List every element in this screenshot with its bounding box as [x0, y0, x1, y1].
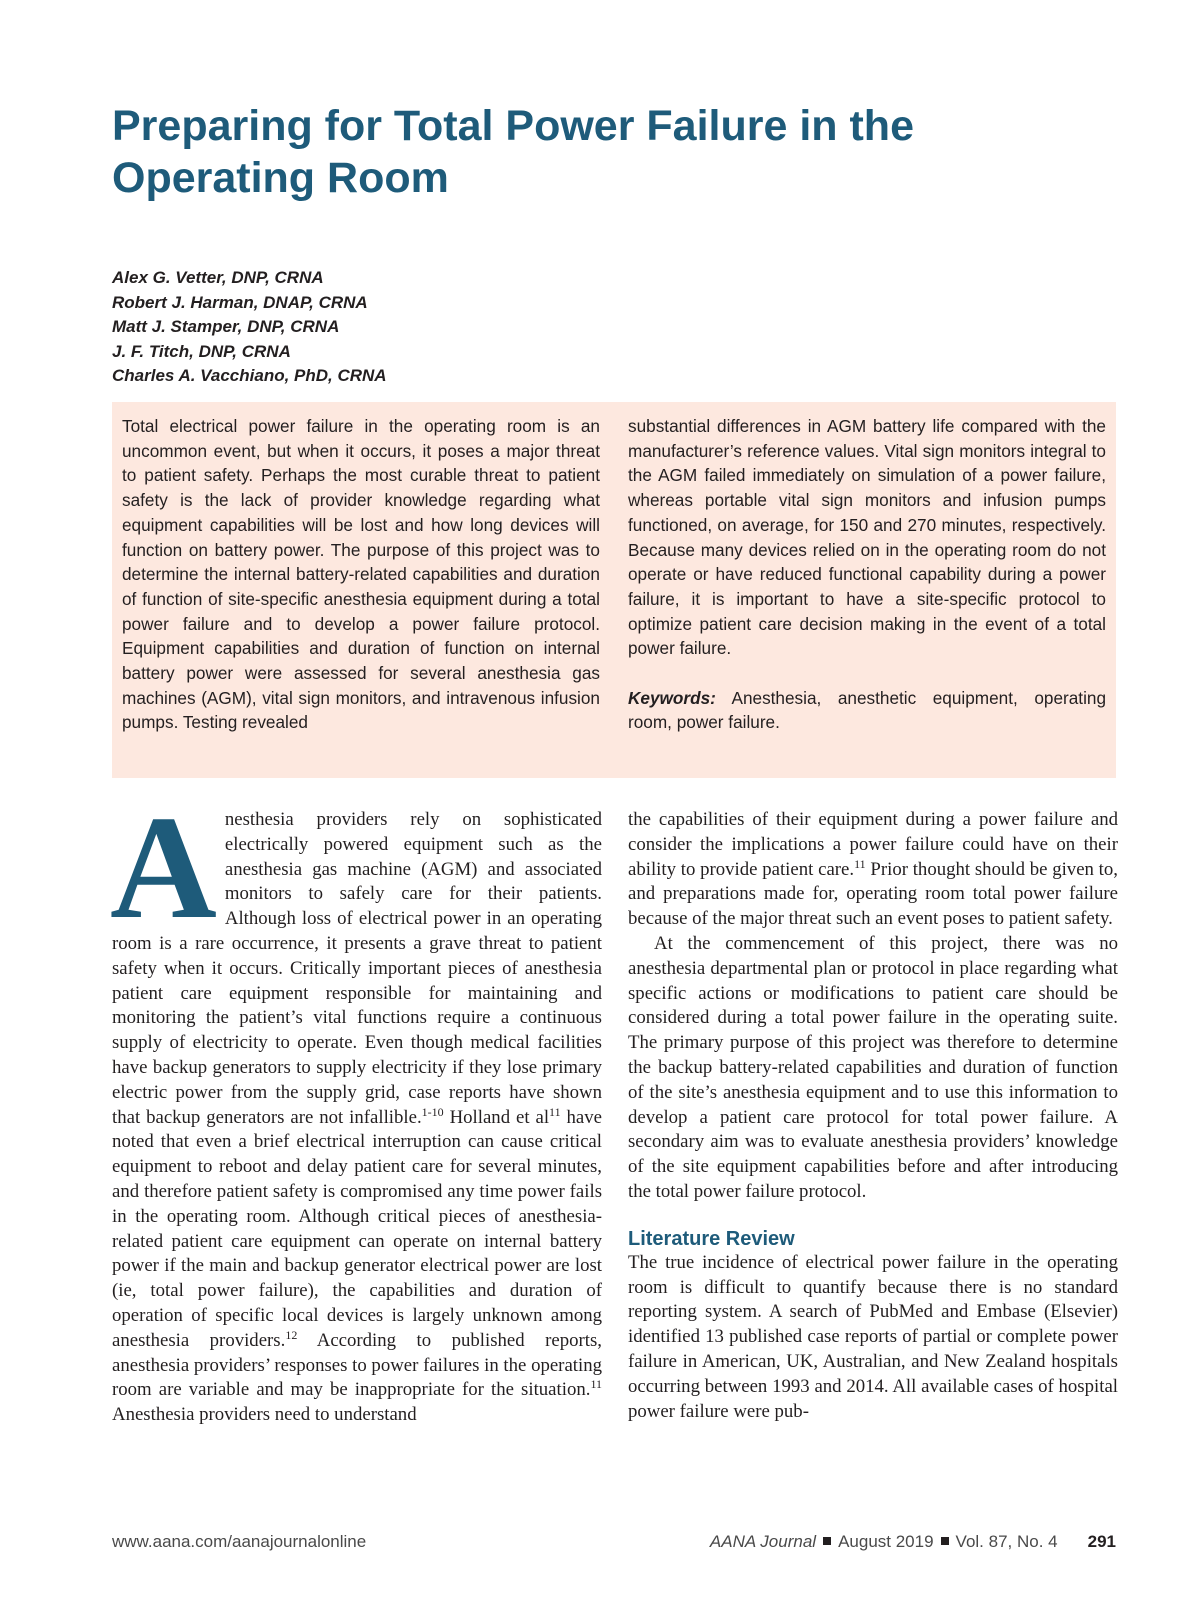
body-text: Anesthesia providers need to understand: [112, 1404, 417, 1426]
body-text: Prior thought should be given to, and preparations made for, operating room total power failure because of the major threat such an event poses to patient safety.: [628, 858, 1118, 930]
author: Charles A. Vacchiano, PhD, CRNA: [112, 366, 387, 385]
drop-cap: A: [110, 786, 217, 950]
author: J. F. Titch, DNP, CRNA: [112, 341, 291, 361]
body-paragraph: The true incidence of electrical power failure in the operating room is difficult to quantify because there is no standard reporting system. A search of PubMed and Embase (Elsevier) identified 13 published case reports of partial or complete power failure in American, UK, Australian, and New Zealand hospitals occurring between 1993 and 2014. All available cases of hospital power failure were pub-: [628, 1251, 1118, 1422]
body-paragraph: At the commencement of this project, there was no anesthesia departmental plan or protocol in place regarding what specific actions or modifications to patient care should be considered during a total power failure in the operating suite. The primary purpose of this project was therefore to determine the backup battery-related capabilities and duration of function of the site’s anesthesia equipment and to use this information to develop a patient care protocol for total power failure. A secondary aim was to evaluate anesthesia providers’ knowledge of the site equipment capabilities before and after introducing the total power failure protocol.: [628, 932, 1118, 1202]
abstract-text-left: Total electrical power failure in the operating room is an uncommon event, but when it occurs, it poses a major threat to patient safety. Perhaps the most curable threat to patient safety is the lack of provider knowledge regarding what equipment capabilities will be lost and how long devices will function on battery power. The purpose of this project was to determine the internal battery-related capabilities and duration of function of site-specific anesthesia equipment during a total power failure and to develop a power failure protocol. Equipment capabilities and duration of function on internal battery power were assessed for several anesthesia gas machines (AGM), vital sign monitors, and intravenous infusion pumps. Testing revealed: [122, 416, 600, 733]
footer-citation: [710, 1532, 1116, 1552]
author: Alex G. Vetter, DNP, CRNA: [112, 268, 324, 287]
journal-url[interactable]: www.aana.com/aanajournalonline: [112, 1532, 367, 1551]
square-bullet-icon: [823, 1537, 831, 1545]
keywords-text: Anesthesia, anesthetic equipment, operating room, power failure.: [628, 687, 1107, 733]
reference-marker: 12: [285, 1327, 298, 1342]
abstract-box: [112, 402, 1116, 778]
keywords-label: Keywords:: [628, 687, 716, 708]
body-paragraph: [110, 786, 602, 1428]
square-bullet-icon: [941, 1537, 949, 1545]
body-text: nesthesia providers rely on sophisticated electrically powered equipment such as the anesthesia gas machine (AGM) and associated monitors to safely care for their patients. Although loss of electrical power in an operating room is a rare occurrence, it presents a grave threat to patient safety when it occurs. Critically important pieces of anesthesia patient care equipment responsible for maintaining and monitoring the patient’s vital functions require a continuous supply of electricity to operate. Even though medical facilities have backup generators to supply electricity if they lose primary electric power from the supply grid, case reports have shown that backup generators are not infallible.: [112, 809, 602, 1128]
body-paragraph: [628, 808, 1118, 932]
author-list: [112, 266, 387, 389]
body-text: the capabilities of their equipment during a power failure and consider the implications a power failure could have on their ability to provide patient care.: [628, 809, 1118, 880]
journal-name: AANA Journal: [709, 1532, 817, 1551]
page-number: 291: [1087, 1532, 1116, 1551]
section-heading: Literature Review: [628, 1227, 795, 1250]
reference-marker: 11: [549, 1104, 561, 1119]
volume-issue: Vol. 87, No. 4: [955, 1532, 1058, 1551]
author: Robert J. Harman, DNAP, CRNA: [112, 292, 368, 312]
body-text: According to published reports, anesthesia providers’ responses to power failures in the operating room are variable and may be inappropriate for the situation.: [112, 1329, 602, 1401]
body-column-left: [110, 786, 602, 1428]
abstract-text-right: substantial differences in AGM battery life compared with the manufacturer’s reference values. Vital sign monitors integral to the AGM failed immediately on simulation of a power failure, whereas portable vital sign monitors and infusion pumps functioned, on average, for 150 and 270 minutes, respectively. Because many devices relied on in the operating room do not operate or have reduced functional capability during a power failure, it is important to have a site-specific protocol to optimize patient care decision making in the event of a total power failure.: [628, 416, 1106, 659]
reference-marker: 11: [590, 1377, 602, 1392]
reference-marker: 1-10: [421, 1104, 444, 1119]
issue-date: August 2019: [838, 1532, 934, 1551]
reference-marker: 11: [854, 856, 866, 871]
article-title: Preparing for Total Power Failure in the Operating Room: [112, 102, 914, 202]
author: Matt J. Stamper, DNP, CRNA: [112, 317, 340, 336]
body-column-right: [628, 808, 1118, 1424]
keywords: [628, 686, 1106, 735]
body-text: Holland et al: [443, 1106, 550, 1128]
body-text: have noted that even a brief electrical interruption can cause critical equipment to reboot and delay patient care for several minutes, and therefore patient safety is compromised any time power fails in the operating room. Although critical pieces of anesthesia-related patient care equipment can operate on internal battery power if the main and backup generator electrical power are lost (ie, total power failure), the capabilities and duration of operation of specific local devices is largely unknown among anesthesia providers.: [112, 1106, 602, 1351]
abstract-column-right: [628, 414, 1106, 735]
abstract-column-left: [122, 414, 600, 735]
page-footer: [112, 1532, 1116, 1556]
